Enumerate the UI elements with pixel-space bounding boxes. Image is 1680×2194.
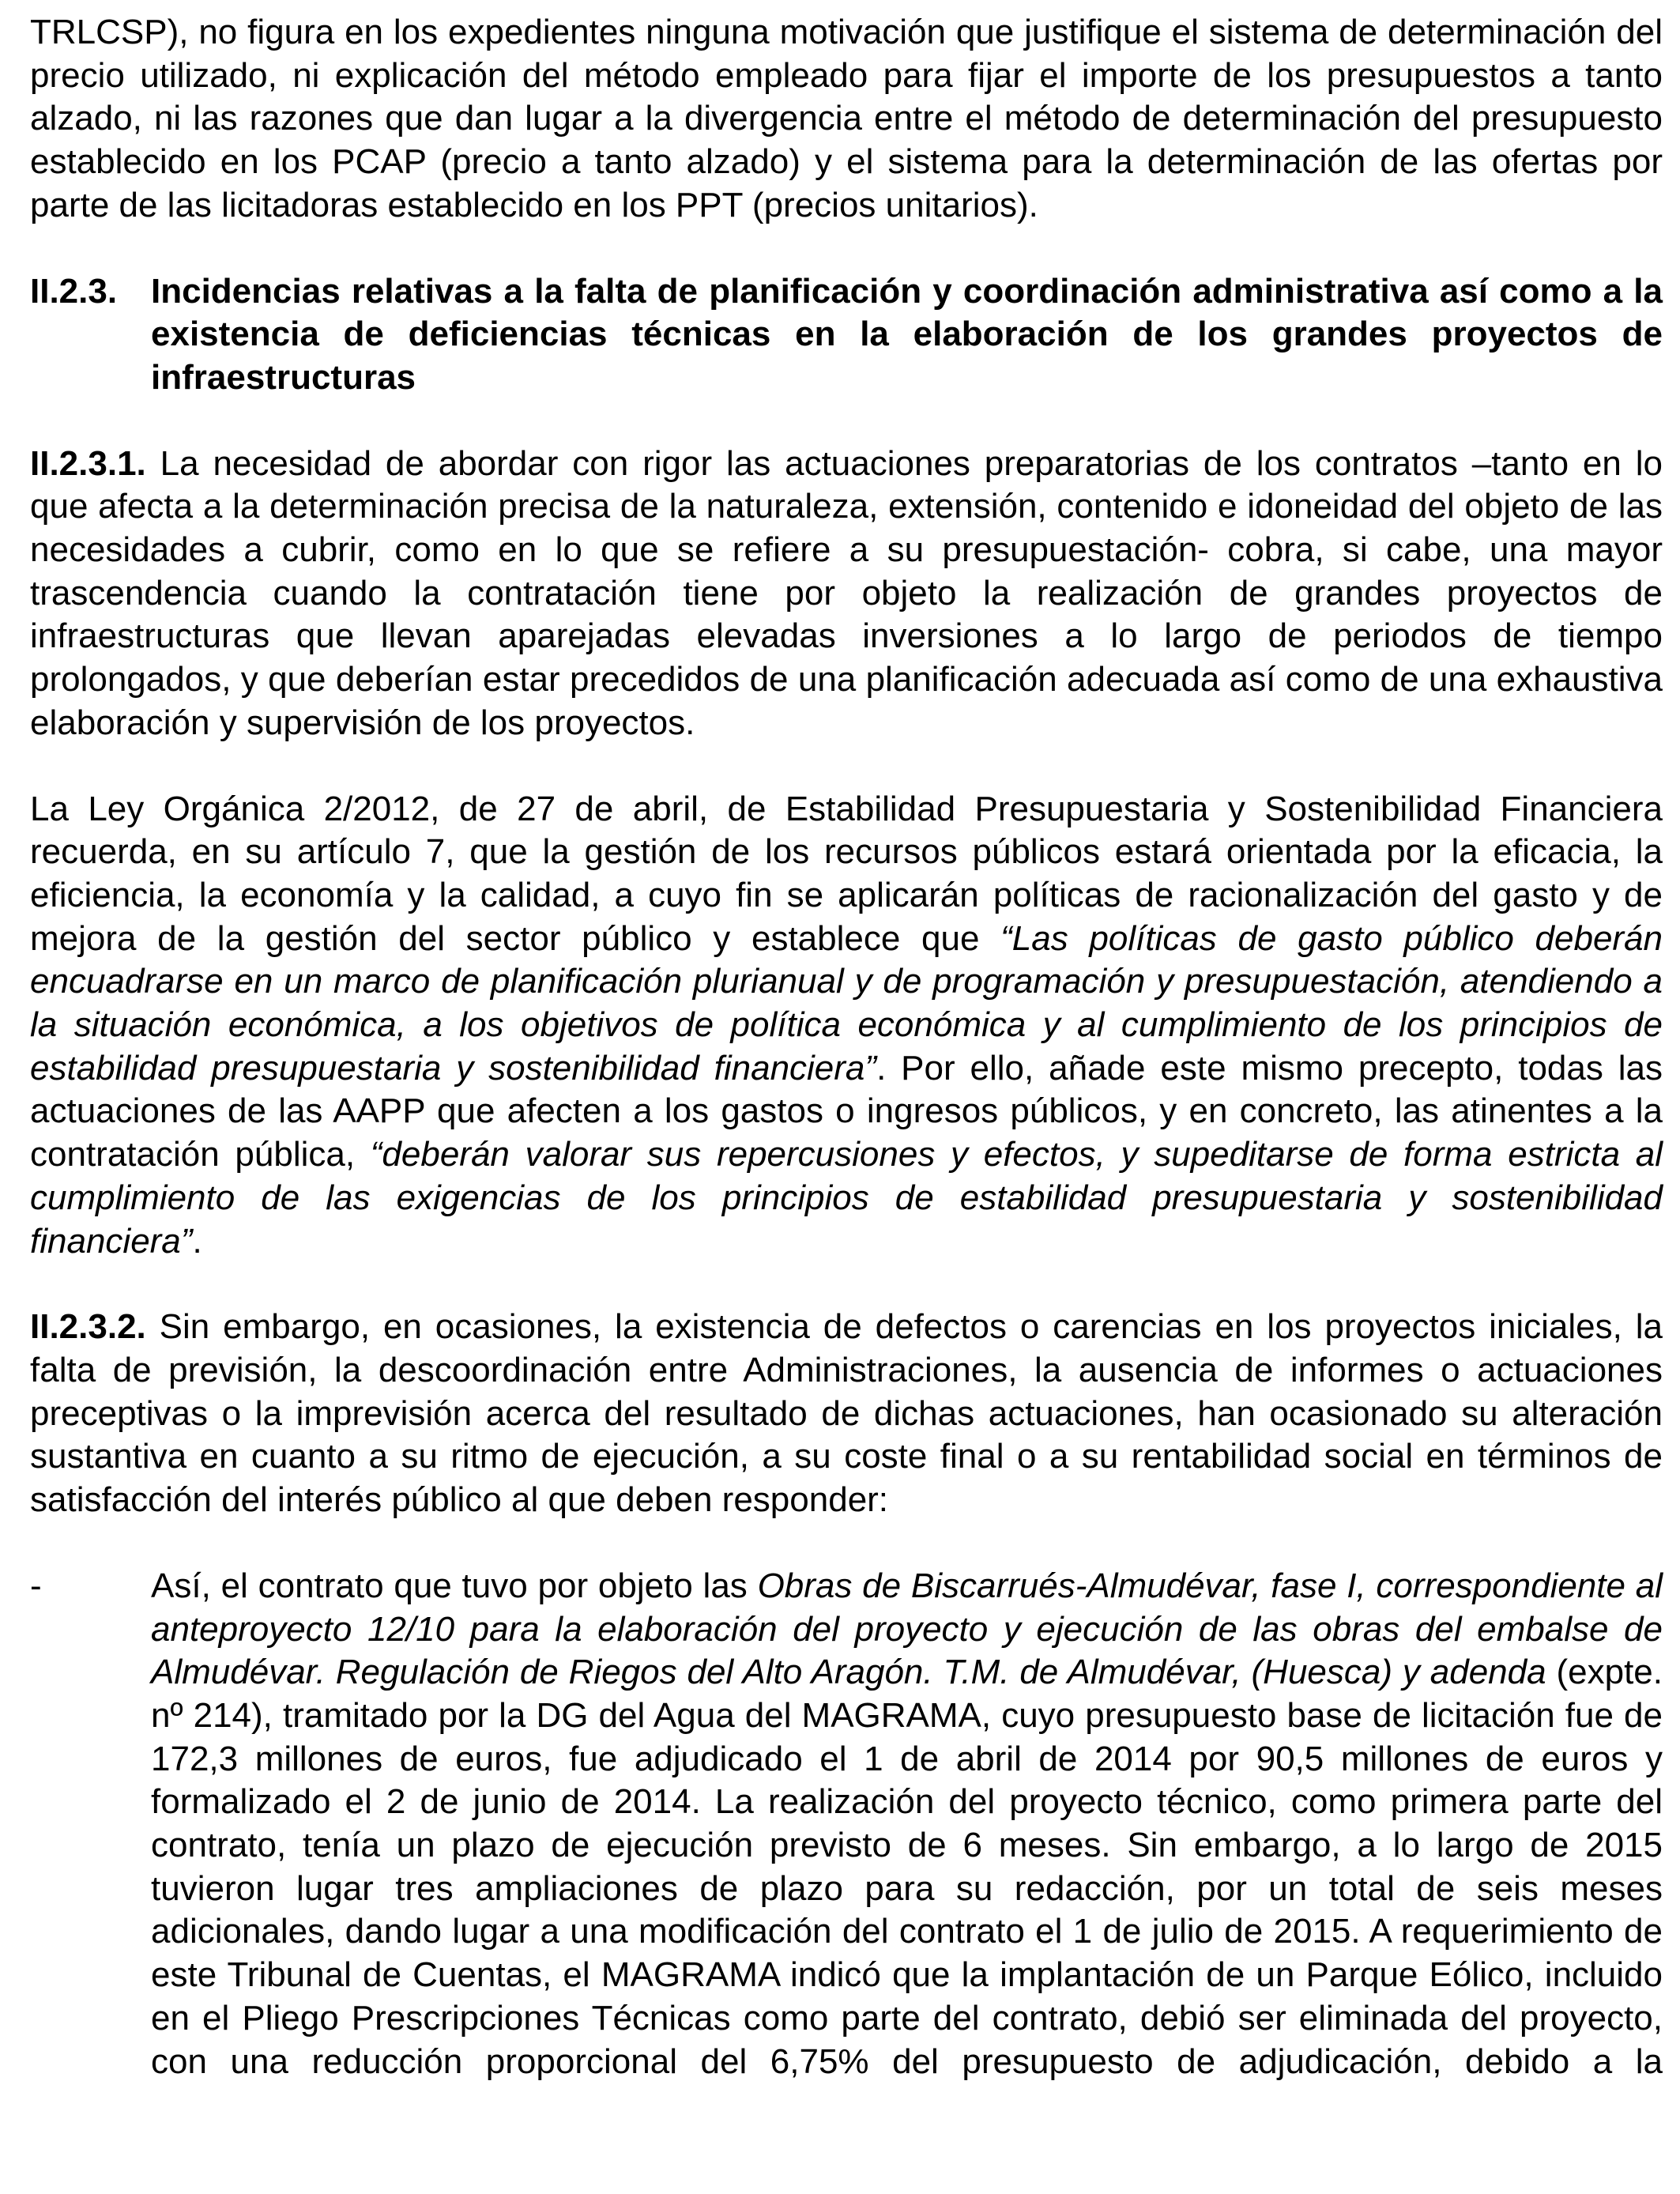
list-item-text bbox=[151, 1565, 1663, 2083]
subsection-number: II.2.3.2. bbox=[30, 1307, 146, 1347]
paragraph-text: Así, el contrato que tuvo por objeto las bbox=[151, 1566, 758, 1605]
paragraph-text: Sin embargo, en ocasiones, la existencia de defectos o carencias en los proyectos iniciales, la falta de previsión, la descoordinación entre Administraciones, la ausencia de informes o actuaciones preceptivas o la imprevisión acerca del resultado de dichas actuaciones, han ocasionado su alteración sustantiva en cuanto a su ritmo de ejecución, a su coste final o a su rentabilidad social en términos de satisfacción del interés público al que deben responder: bbox=[30, 1307, 1663, 1520]
bullet-dash: - bbox=[30, 1566, 42, 1605]
paragraph-text: La necesidad de abordar con rigor las actuaciones preparatorias de los contratos –tanto en lo que afecta a la determinación precisa de la naturaleza, extensión, contenido e idoneidad del objeto de las necesidades a cubrir, como en lo que se refiere a su presupuestación- cobra, si cabe, una mayor trascendencia cuando la contratación tiene por objeto la realización de grandes proyectos de infraestructuras que llevan aparejadas elevadas inversiones a lo largo de periodos de tiempo prolongados, y que deberían estar precedidos de una planificación adecuada así como de una exhaustiva elaboración y supervisión de los proyectos. bbox=[30, 443, 1663, 742]
section-number: II.2.3. bbox=[30, 271, 118, 311]
paragraph-text: La Ley Orgánica 2/2012, de 27 de abril, de Estabilidad Presupuestaria y Sostenibilidad Financiera recuerda, en su artículo 7, que la gestión de los recursos públicos estará orientada por la eficacia, la eficiencia, la economía y la calidad, a cuyo fin se aplicarán políticas de racionalización del gasto y de mejora de la gestión del sector público y establece que bbox=[30, 789, 1663, 958]
paragraph-ii-2-3-2 bbox=[30, 1306, 1663, 1522]
paragraph-text: . bbox=[192, 1221, 202, 1261]
contract-title: Obras de Biscarrués-Almudévar, fase I, correspondiente al anteproyecto 12/10 para la elaboración del proyecto y ejecución de las obras del embalse de Almudévar. Regulación de Riegos del Alto Aragón. T.M. de Almudévar, (Huesca) y adenda bbox=[151, 1566, 1663, 1692]
paragraph-ii-2-3-1 bbox=[30, 443, 1663, 745]
document-page bbox=[30, 11, 1663, 2083]
quote-text: “deberán valorar sus repercusiones y efectos, y supeditarse de forma estricta al cumplimiento de las exigencias de los principios de estabilidad presupuestaria y sostenibilidad financiera” bbox=[30, 1135, 1663, 1261]
section-heading-ii-2-3 bbox=[30, 270, 1663, 400]
paragraph-text: . Por ello, añade este mismo precepto, todas las actuaciones de las AAPP que afecten a los gastos o ingresos públicos, y en concreto, las atinentes a la contratación pública, bbox=[30, 1048, 1663, 1174]
section-title: Incidencias relativas a la falta de planificación y coordinación administrativa así como a la existencia de deficiencias técnicas en la elaboración de los grandes proyectos de infraestructuras bbox=[151, 271, 1663, 397]
paragraph-trlcsp: TRLCSP), no figura en los expedientes ninguna motivación que justifique el sistema de determinación del precio utilizado, ni explicación del método empleado para fijar el importe de los presupuestos a tanto alzado, ni las razones que dan lugar a la divergencia entre el método de determinación del presupuesto establecido en los PCAP (precio a tanto alzado) y el sistema para la determinación de las ofertas por parte de las licitadoras establecido en los PPT (precios unitarios). bbox=[30, 13, 1663, 224]
subsection-number: II.2.3.1. bbox=[30, 443, 146, 483]
paragraph-text: (expte. nº 214), tramitado por la DG del Agua del MAGRAMA, cuyo presupuesto base de licitación fue de 172,3 millones de euros, fue adjudicado el 1 de abril de 2014 por 90,5 millones de euros y formalizado el 2 de junio de 2014. La realización del proyecto técnico, como primera parte del contrato, tenía un plazo de ejecución previsto de 6 meses. Sin embargo, a lo largo de 2015 tuvieron lugar tres ampliaciones de plazo para su redacción, por un total de seis meses adicionales, dando lugar a una modificación del contrato el 1 de julio de 2015. A requerimiento de este Tribunal de Cuentas, el MAGRAMA indicó que la implantación de un Parque Eólico, incluido en el Pliego Prescripciones Técnicas como parte del contrato, debió ser eliminada del proyecto, con una reducción proporcional del 6,75% del presupuesto de adjudicación, debido a la bbox=[151, 1653, 1663, 2081]
list-item bbox=[30, 1565, 1663, 2083]
paragraph-ley-organica bbox=[30, 788, 1663, 1264]
quote-text: “Las políticas de gasto público deberán encuadrarse en un marco de planificación plurianual y de programación y presupuestación, atendiendo a la situación económica, a los objetivos de política económica y al cumplimiento de los principios de estabilidad presupuestaria y sostenibilidad financiera” bbox=[30, 918, 1663, 1088]
